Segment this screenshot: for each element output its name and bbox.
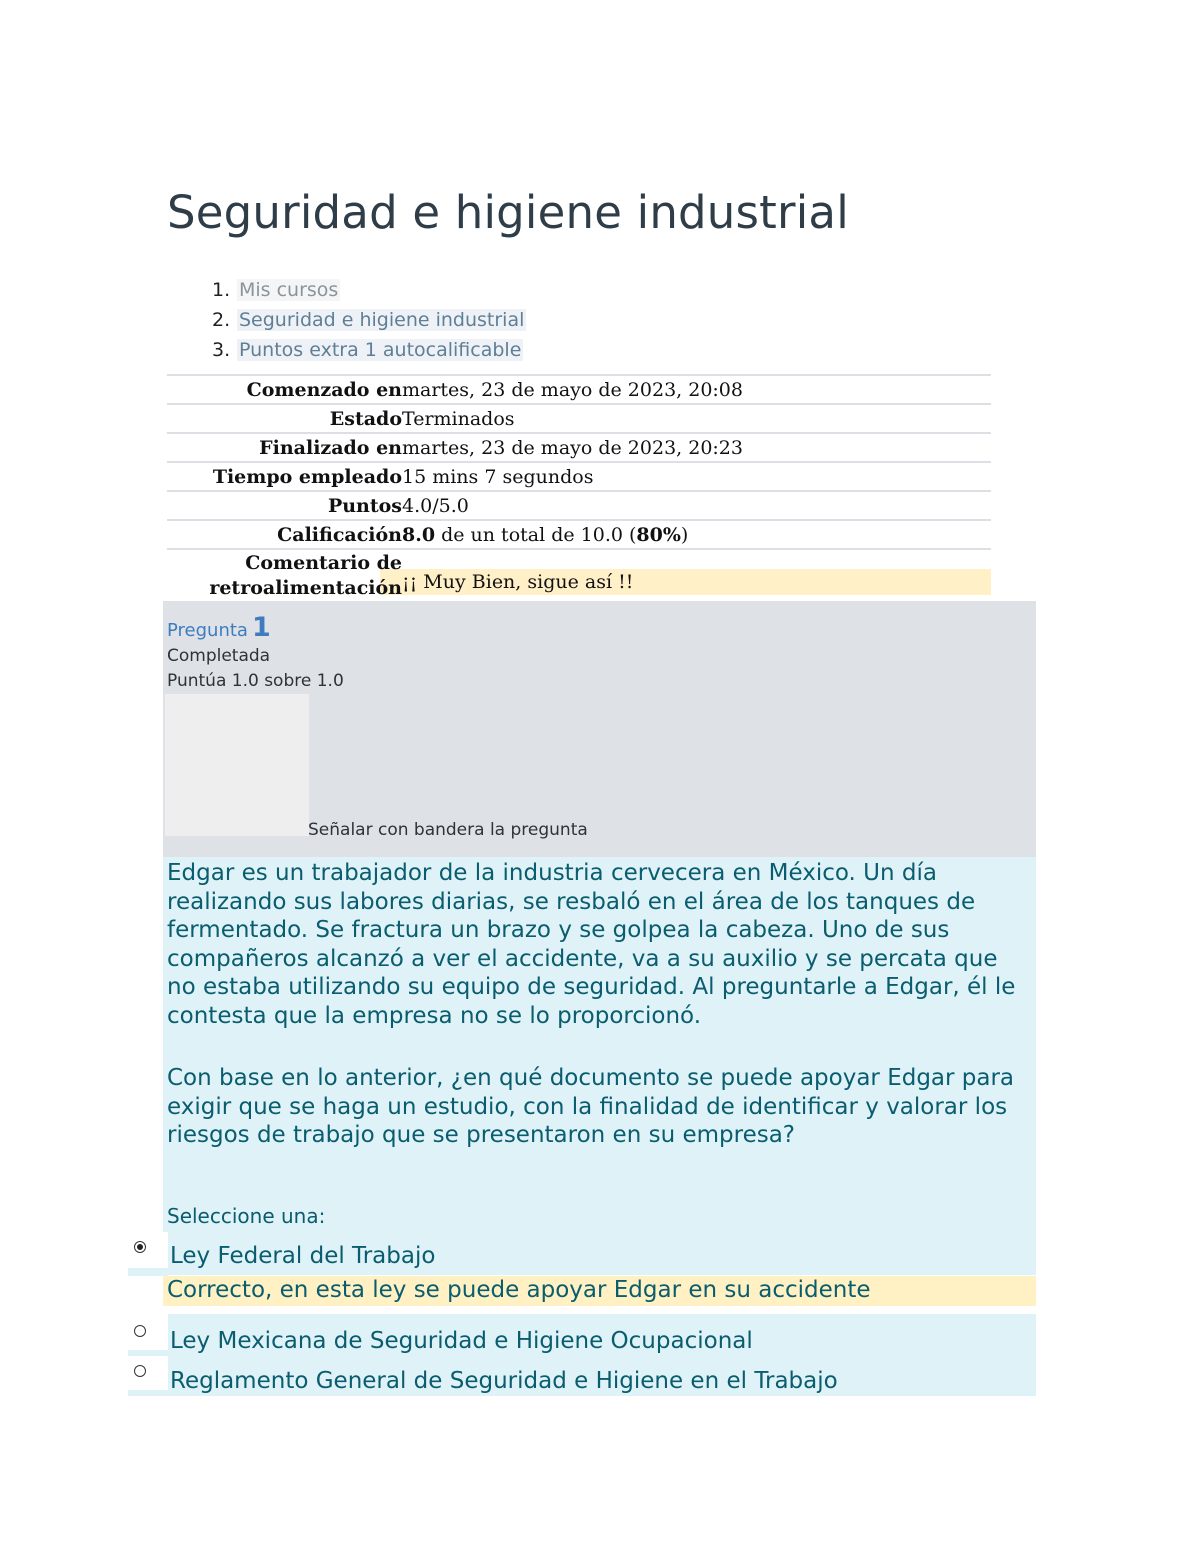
summary-row-state bbox=[167, 404, 991, 433]
summary-row-feedback bbox=[167, 549, 991, 603]
grade-percent: 80% bbox=[636, 523, 681, 546]
summary-value bbox=[402, 520, 991, 549]
answer-prompt: Seleccione una: bbox=[167, 1204, 326, 1228]
summary-value: martes, 23 de mayo de 2023, 20:23 bbox=[402, 436, 743, 459]
summary-row-time bbox=[167, 462, 991, 491]
grade-total: de un total de 10.0 ( bbox=[435, 523, 637, 546]
summary-value: 15 mins 7 segundos bbox=[402, 465, 594, 488]
attempt-summary-table bbox=[167, 374, 991, 604]
answer-option-label[interactable]: Reglamento General de Seguridad e Higiene en el Trabajo bbox=[170, 1368, 838, 1394]
breadcrumb-item bbox=[212, 336, 526, 366]
answer-option-label[interactable]: Ley Mexicana de Seguridad e Higiene Ocupacional bbox=[170, 1328, 753, 1354]
breadcrumb-link-course[interactable]: Seguridad e higiene industrial bbox=[239, 309, 525, 331]
summary-value: 4.0/5.0 bbox=[402, 494, 469, 517]
radio-selected-icon[interactable] bbox=[134, 1241, 146, 1253]
summary-label: Comentario de retroalimentación bbox=[209, 552, 402, 599]
option-divider bbox=[128, 1268, 168, 1276]
summary-label: Comenzado en bbox=[246, 378, 402, 401]
radio-unselected-icon[interactable] bbox=[134, 1325, 146, 1337]
page-title: Seguridad e higiene industrial bbox=[167, 186, 849, 239]
summary-row-started bbox=[167, 375, 991, 404]
breadcrumb-item bbox=[212, 276, 526, 306]
question-number bbox=[167, 612, 271, 643]
question-grade: Puntúa 1.0 sobre 1.0 bbox=[167, 671, 344, 691]
summary-value: martes, 23 de mayo de 2023, 20:08 bbox=[402, 378, 743, 401]
breadcrumb-link-quiz[interactable]: Puntos extra 1 autocalificable bbox=[239, 339, 522, 361]
summary-row-grade bbox=[167, 520, 991, 549]
summary-label: Estado bbox=[329, 407, 402, 430]
breadcrumb-number: 2. bbox=[212, 309, 231, 331]
summary-label: Finalizado en bbox=[259, 436, 402, 459]
summary-label: Calificación bbox=[277, 523, 402, 546]
summary-label: Tiempo empleado bbox=[212, 465, 402, 488]
breadcrumb-link-my-courses[interactable]: Mis cursos bbox=[239, 279, 339, 301]
summary-label: Puntos bbox=[327, 494, 402, 517]
question-text: Edgar es un trabajador de la industria cervecera en México. Un día realizando sus labores diarias, se resbaló en el área de los tanques de fermentado. Se fractura un brazo y se golpea la cabeza. Uno de sus compañeros alcanzó a ver el accidente, va a su auxilio y se percata que no estaba utilizando su equipo de seguridad. Al preguntarle a Edgar, él le contesta que la empresa no se lo proporcionó. bbox=[167, 860, 1016, 1029]
question-number-value: 1 bbox=[251, 612, 271, 643]
breadcrumb bbox=[212, 276, 526, 366]
flag-question-link[interactable]: Señalar con bandera la pregunta bbox=[308, 820, 588, 840]
question-state: Completada bbox=[167, 646, 271, 666]
summary-row-finished bbox=[167, 433, 991, 462]
specific-feedback-text: Correcto, en esta ley se puede apoyar Edgar en su accidente bbox=[167, 1277, 871, 1303]
answer-option-label[interactable]: Ley Federal del Trabajo bbox=[170, 1243, 436, 1269]
grade-close: ) bbox=[680, 523, 689, 546]
summary-value: Terminados bbox=[402, 407, 515, 430]
flag-icon[interactable] bbox=[165, 694, 309, 836]
breadcrumb-number: 1. bbox=[212, 279, 231, 301]
radio-unselected-icon[interactable] bbox=[134, 1365, 146, 1377]
grade-score: 8.0 bbox=[402, 523, 436, 546]
question-label: Pregunta bbox=[167, 620, 248, 641]
breadcrumb-item bbox=[212, 306, 526, 336]
summary-value bbox=[402, 549, 991, 603]
summary-row-points bbox=[167, 491, 991, 520]
breadcrumb-number: 3. bbox=[212, 339, 231, 361]
overall-feedback: ¡¡ Muy Bien, sigue así !! bbox=[380, 569, 991, 595]
question-text: Con base en lo anterior, ¿en qué documento se puede apoyar Edgar para exigir que se haga un estudio, con la finalidad de identificar y valorar los riesgos de trabajo que se presentaron en su empresa? bbox=[167, 1065, 1015, 1149]
